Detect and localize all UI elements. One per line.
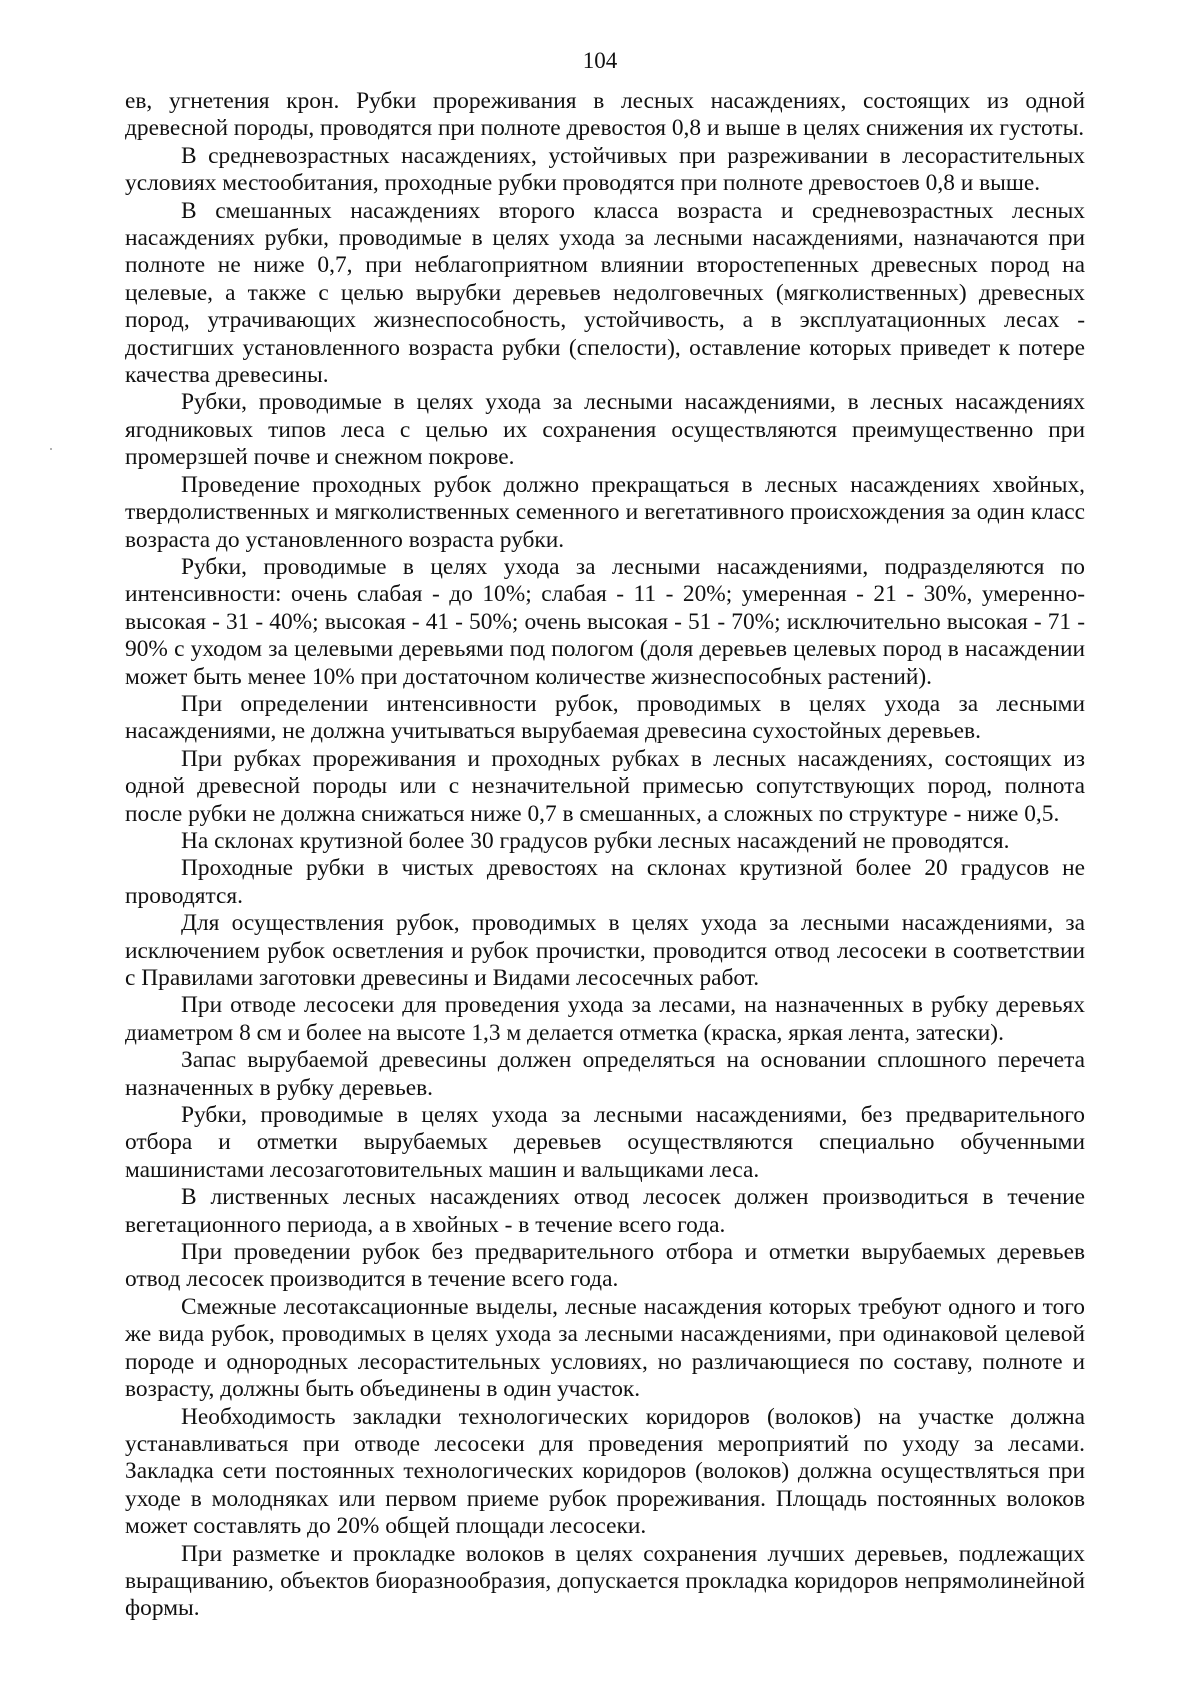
paragraph-2: В средневозрастных насаждениях, устойчивых при разреживании в лесорастительных условиях местообитания, проходные рубки проводятся при полноте древостоев 0,8 и выше. <box>125 142 1085 197</box>
paragraph-17: Смежные лесотаксационные выделы, лесные насаждения которых требуют одного и того же вида рубок, проводимых в целях ухода за лесными насаждениями, при одинаковой целевой породе и однородных лесорастительных условиях, но различающиеся по составу, полноте и возрасту, должны быть объединены в один участок. <box>125 1293 1085 1403</box>
paragraph-11: Для осуществления рубок, проводимых в целях ухода за лесными насаждениями, за исключением рубок осветления и рубок прочистки, проводится отвод лесосеки в соответствии с Правилами заготовки древесины и Видами лесосечных работ. <box>125 910 1085 991</box>
paragraph-13: Запас вырубаемой древесины должен определяться на основании сплошного перечета назначенных в рубку деревьев. <box>125 1047 1085 1101</box>
paragraph-19: При разметке и прокладке волоков в целях сохранения лучших деревьев, подлежащих выращиванию, объектов биоразнообразия, допускается прокладка коридоров непрямолинейной формы. <box>125 1540 1085 1622</box>
paragraph-10: Проходные рубки в чистых древостоях на склонах крутизной более 20 градусов не проводятся. <box>125 855 1085 909</box>
page-number: 104 <box>582 48 618 73</box>
paragraph-7: При определении интенсивности рубок, проводимых в целях ухода за лесными насаждениями, не должна учитываться вырубаемая древесина сухостойных деревьев. <box>125 690 1085 745</box>
paragraph-5: Проведение проходных рубок должно прекращаться в лесных насаждениях хвойных, твердолиственных и мягколиственных семенного и вегетативного происхождения за один класс возраста до установленного возраста рубки. <box>125 471 1085 553</box>
paragraph-16: При проведении рубок без предварительного отбора и отметки вырубаемых деревьев отвод лесосек производится в течение всего года. <box>125 1239 1085 1293</box>
paragraph-3: В смешанных насаждениях второго класса возраста и средневозрастных лесных насаждениях рубки, проводимые в целях ухода за лесными насаждениями, назначаются при полноте не ниже 0,7, при неблагоприятном влиянии второстепенных древесных пород на целевые, а также с целью вырубки деревьев недолговечных (мягколиственных) древесных пород, утрачивающих жизнеспособность, устойчивость, а в эксплуатационных лесах - достигших установленного возраста рубки (спелости), оставление которых приведет к потере качества древесины. <box>125 197 1085 389</box>
scan-speck <box>50 448 52 450</box>
paragraph-8: При рубках прореживания и проходных рубках в лесных насаждениях, состоящих из одной древесной породы или с незначительной примесью сопутствующих пород, полнота после рубки не должна снижаться ниже 0,7 в смешанных, а сложных по структуре - ниже 0,5. <box>125 745 1085 827</box>
paragraph-15: В лиственных лесных насаждениях отвод лесосек должен производиться в течение вегетационного периода, а в хвойных - в течение всего года. <box>125 1184 1085 1238</box>
paragraph-9: На склонах крутизной более 30 градусов рубки лесных насаждений не проводятся. <box>181 827 1010 854</box>
paragraph-1: ев, угнетения крон. Рубки прореживания в лесных насаждениях, состоящих из одной древесной породы, проводятся при полноте древостоя 0,8 и выше в целях снижения их густоты. <box>125 88 1085 142</box>
paragraph-14: Рубки, проводимые в целях ухода за лесными насаждениями, без предварительного отбора и отметки вырубаемых деревьев осуществляются специально обученными машинистами лесозаготовительных машин и вальщиками леса. <box>125 1102 1085 1183</box>
paragraph-6: Рубки, проводимые в целях ухода за лесными насаждениями, подразделяются по интенсивности: очень слабая - до 10%; слабая - 11 - 20%; умеренная - 21 - 30%, умеренно-высокая - 31 - 40%; высокая - 41 - 50%; очень высокая - 51 - 70%; исключительно высокая - 71 - 90% с уходом за целевыми деревьями под пологом (доля деревьев целевых пород в насаждении может быть менее 10% при достаточном количестве жизнеспособных растений). <box>125 553 1085 690</box>
paragraph-4: Рубки, проводимые в целях ухода за лесными насаждениями, в лесных насаждениях ягодниковых типов леса с целью их сохранения осуществляются преимущественно при промерзшей почве и снежном покрове. <box>125 389 1085 471</box>
document-body <box>125 88 1085 1623</box>
paragraph-18: Необходимость закладки технологических коридоров (волоков) на участке должна устанавливаться при отводе лесосеки для проведения мероприятий по уходу за лесами. Закладка сети постоянных технологических коридоров (волоков) должна осуществляться при уходе в молодняках или первом приеме рубок прореживания. Площадь постоянных волоков может составлять до 20% общей площади лесосеки. <box>125 1403 1085 1540</box>
paragraph-12: При отводе лесосеки для проведения ухода за лесами, на назначенных в рубку деревьях диаметром 8 см и более на высоте 1,3 м делается отметка (краска, яркая лента, затески). <box>125 992 1085 1046</box>
